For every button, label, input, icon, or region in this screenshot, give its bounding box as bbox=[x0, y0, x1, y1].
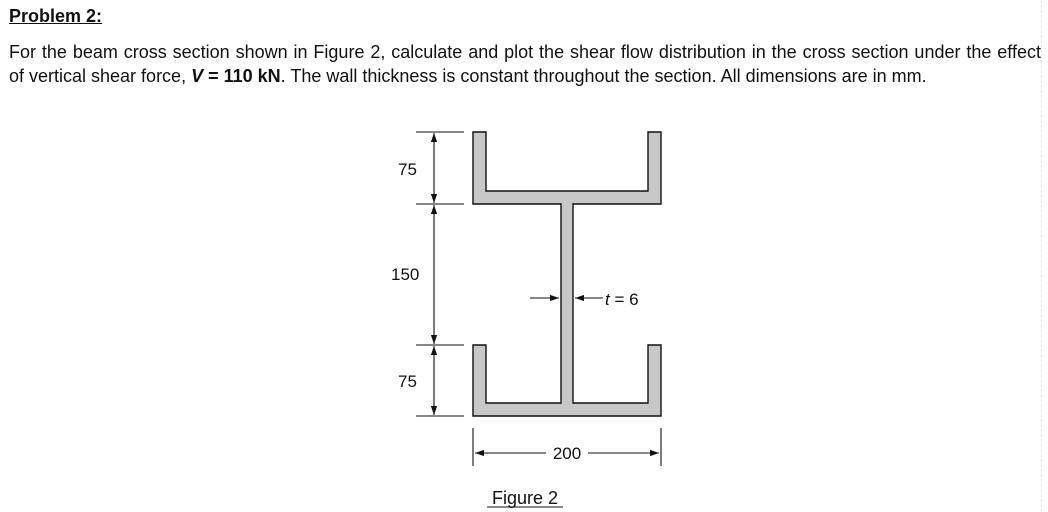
problem-title: Problem 2: bbox=[9, 6, 103, 26]
web-joint-top bbox=[562, 202, 573, 206]
vertical-web bbox=[561, 204, 573, 403]
top-channel bbox=[473, 132, 661, 204]
thickness-value: = 6 bbox=[609, 290, 639, 309]
force-equals: = bbox=[203, 66, 224, 86]
height-extension-lines bbox=[416, 132, 464, 416]
thickness-symbol: t bbox=[605, 290, 610, 309]
force-value: 110 kN bbox=[223, 66, 281, 86]
problem-text-part1: For the beam cross section shown in Figure 2, calculate and plot the shear flow distribution in the cross section under the effect of vertical shear force, bbox=[9, 42, 1041, 86]
figure-caption: Figure 2 bbox=[491, 488, 559, 508]
dim-width-label: 200 bbox=[552, 444, 582, 463]
force-symbol: V bbox=[191, 66, 204, 86]
problem-text-part2: . The wall thickness is constant throughout the section. All dimensions are in mm. bbox=[280, 66, 927, 86]
web-joint-bottom bbox=[562, 401, 573, 405]
dim-bottom-label: 75 bbox=[398, 372, 417, 391]
dim-middle-label: 150 bbox=[391, 265, 420, 284]
dim-top-label: 75 bbox=[398, 160, 417, 179]
thickness-label bbox=[605, 290, 639, 309]
cross-section-shape bbox=[473, 132, 661, 416]
page-edge-divider bbox=[1041, 0, 1048, 512]
